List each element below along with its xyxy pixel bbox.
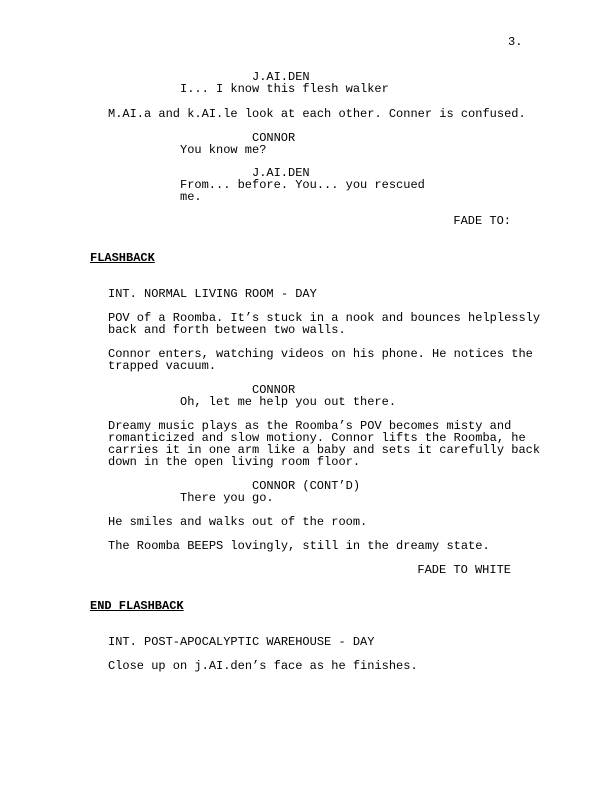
- character-name: J.AI.DEN: [252, 70, 310, 84]
- dialogue-line: There you go.: [180, 491, 274, 505]
- action-line: trapped vacuum.: [108, 359, 217, 373]
- action-line: M.AI.a and k.AI.le look at each other. Conner is confused.: [108, 107, 526, 121]
- character-name: CONNOR: [252, 383, 296, 397]
- dialogue-line: I... I know this flesh walker: [180, 82, 389, 96]
- scene-heading: INT. NORMAL LIVING ROOM - DAY: [108, 287, 317, 301]
- character-name: J.AI.DEN: [252, 166, 310, 180]
- dialogue-line: You know me?: [180, 143, 267, 157]
- transition: FADE TO WHITE: [417, 563, 511, 577]
- action-line: carries it in one arm like a baby and sets it carefully back: [108, 443, 541, 457]
- action-line: romanticized and slow motiony. Connor lifts the Roomba, he: [108, 431, 526, 445]
- action-line: Connor enters, watching videos on his phone. He notices the: [108, 347, 533, 361]
- action-line: back and forth between two walls.: [108, 323, 346, 337]
- character-name: CONNOR (CONT’D): [252, 479, 361, 493]
- action-line: The Roomba BEEPS lovingly, still in the dreamy state.: [108, 539, 490, 553]
- dialogue-line: Oh, let me help you out there.: [180, 395, 397, 409]
- action-line: He smiles and walks out of the room.: [108, 515, 368, 529]
- page-number: 3.: [508, 35, 523, 49]
- transition: FADE TO:: [453, 214, 511, 228]
- action-line: Dreamy music plays as the Roomba’s POV becomes misty and: [108, 419, 512, 433]
- action-line: Close up on j.AI.den’s face as he finishes.: [108, 659, 418, 673]
- scene-heading: INT. POST-APOCALYPTIC WAREHOUSE - DAY: [108, 635, 375, 649]
- section-heading: FLASHBACK: [90, 251, 155, 265]
- action-line: down in the open living room floor.: [108, 455, 361, 469]
- section-heading: END FLASHBACK: [90, 599, 184, 613]
- action-line: POV of a Roomba. It’s stuck in a nook and bounces helplessly: [108, 311, 541, 325]
- dialogue-line: From... before. You... you rescued: [180, 178, 425, 192]
- dialogue-line: me.: [180, 190, 202, 204]
- character-name: CONNOR: [252, 131, 296, 145]
